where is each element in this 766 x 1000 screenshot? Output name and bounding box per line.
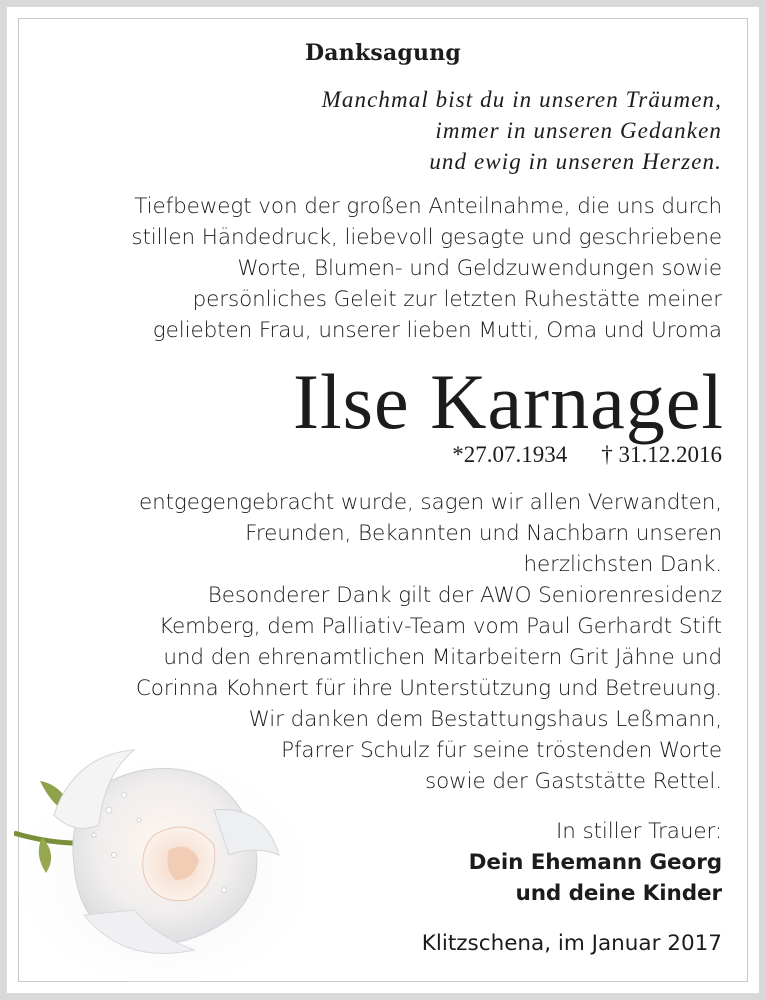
thanks-line: Pfarrer Schulz für seine tröstenden Worte <box>281 738 722 763</box>
thanks-paragraph <box>136 487 722 797</box>
signatory-line: und deine Kinder <box>515 881 722 906</box>
poem-line: Manchmal bist du in unseren Träumen, <box>321 87 722 112</box>
thanks-line: Freunden, Bekannten und Nachbarn unseren <box>245 521 722 546</box>
signoff-block <box>469 816 722 909</box>
thanks-line: sowie der Gaststätte Rettel. <box>424 769 722 794</box>
intro-line: geliebten Frau, unserer lieben Mutti, Oma und Uroma <box>152 318 722 343</box>
thanks-line: Wir danken dem Bestattungshaus Leßmann, <box>248 707 722 732</box>
thanks-line: Besonderer Dank gilt der AWO Seniorenresidenz <box>207 583 722 608</box>
thanks-line: Corinna Kohnert für ihre Unterstützung und Betreuung. <box>135 676 722 701</box>
intro-line: persönliches Geleit zur letzten Ruhestätte meiner <box>192 287 722 312</box>
intro-line: stillen Händedruck, liebevoll gesagte und geschriebene <box>131 225 722 250</box>
poem-verse <box>322 84 722 177</box>
signatory-line: Dein Ehemann Georg <box>468 850 722 875</box>
intro-line: Tiefbewegt von der großen Anteilnahme, die uns durch <box>134 194 722 219</box>
birth-date: *27.07.1934 <box>452 442 568 467</box>
life-dates <box>452 442 722 468</box>
mourning-line: In stiller Trauer: <box>555 819 722 844</box>
thanks-line: und den ehrenamtlichen Mitarbeitern Grit Jähne und <box>163 645 722 670</box>
poem-line: immer in unseren Gedanken <box>435 118 722 143</box>
place-date: Klitzschena, im Januar 2017 <box>421 931 722 956</box>
thanks-line: herzlichsten Dank. <box>523 552 722 577</box>
thanks-line: Kemberg, dem Palliativ-Team vom Paul Gerhardt Stift <box>159 614 722 639</box>
deceased-name: Ilse Karnagel <box>293 358 724 445</box>
poem-line: und ewig in unseren Herzen. <box>429 149 722 174</box>
thanks-line: entgegengebracht wurde, sagen wir allen Verwandten, <box>138 490 722 515</box>
notice-title: Danksagung <box>305 40 461 66</box>
intro-paragraph <box>131 191 722 346</box>
intro-line: Worte, Blumen- und Geldzuwendungen sowie <box>237 256 722 281</box>
death-date: † 31.12.2016 <box>601 442 722 467</box>
